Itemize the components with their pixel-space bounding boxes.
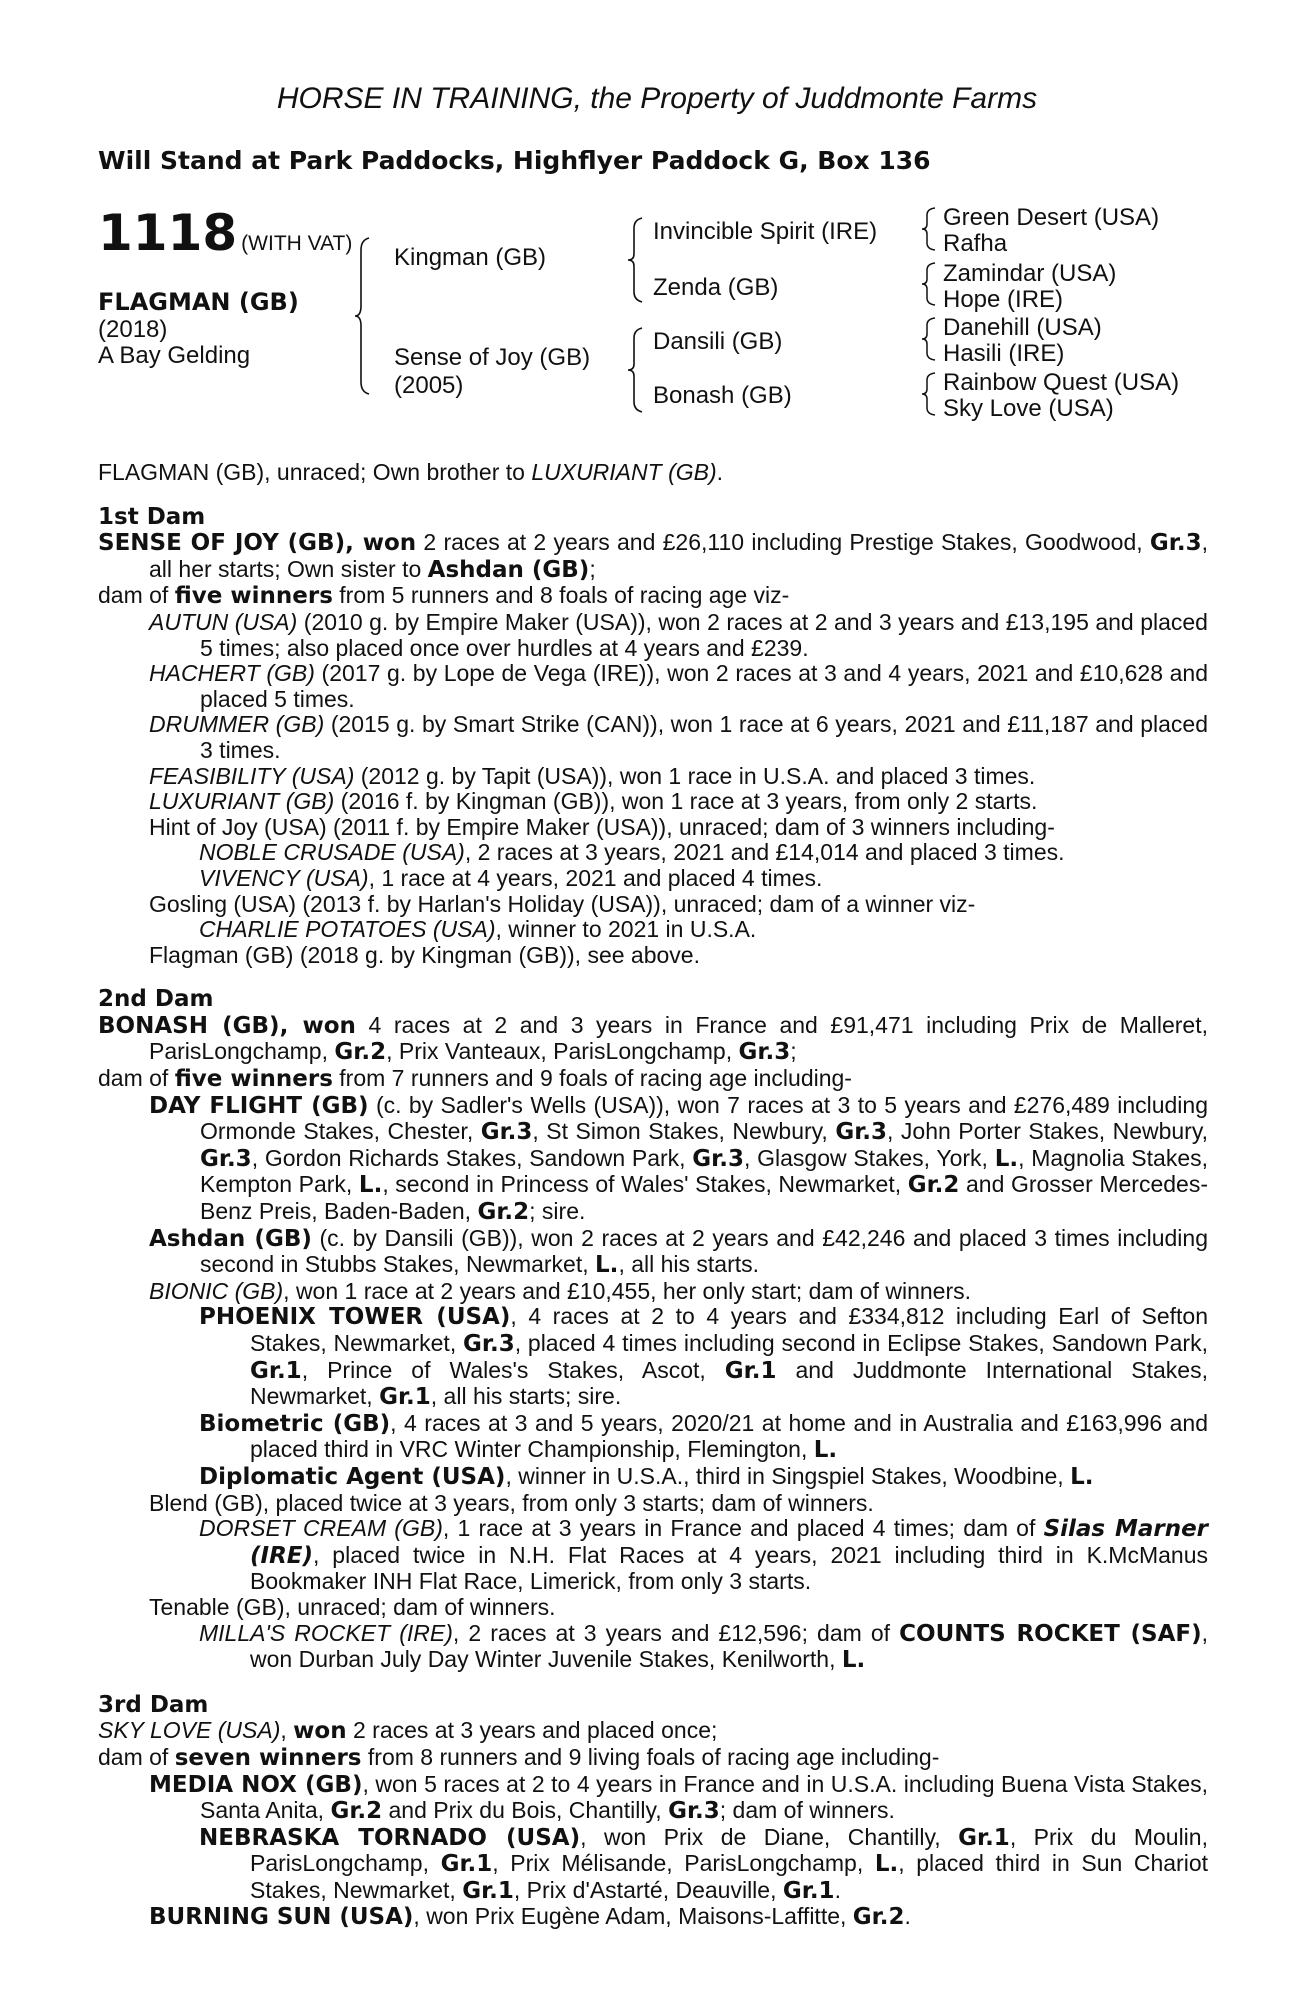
pedigree-dam: Sense of Joy (GB) [394,344,591,371]
produce-entry: Tenable (GB), unraced; dam of winners. [149,1593,556,1620]
third-dam-heading: 3rd Dam [98,1691,209,1718]
produce-entry: MILLA'S ROCKET (IRE), 2 races at 3 years and £12,596; dam of COUNTS ROCKET (SAF), won Durban July Day Winter Juvenile Stakes, Kenilworth, L. [199,1619,1208,1674]
pedigree-dam-sire: Dansili (GB) [653,328,783,355]
pedigree-g3-5: Danehill (USA) [943,314,1102,341]
produce-entry: HACHERT (GB) (2017 g. by Lope de Vega (IRE)), won 2 races at 3 and 4 years, 2021 and £10,628 and placed 5 times. [149,660,1208,712]
lot-number: 1118 [98,204,238,262]
second-dam-produce-summary: dam of five winners from 7 runners and 9 foals of racing age including- [98,1065,852,1093]
produce-entry: Gosling (USA) (2013 f. by Harlan's Holiday (USA)), unraced; dam of a winner viz- [149,890,976,917]
horse-name: FLAGMAN (GB) [98,288,299,316]
pedigree-g3-2: Rafha [943,230,1008,257]
pedigree-bracket [628,326,646,416]
produce-entry: Diplomatic Agent (USA), winner in U.S.A., third in Singspiel Stakes, Woodbine, L. [199,1462,1094,1490]
vat-note: (WITH VAT) [241,232,353,255]
pedigree-g3-4: Hope (IRE) [943,286,1064,313]
pedigree-bracket [922,261,938,307]
pedigree-sire-dam: Zenda (GB) [653,274,779,301]
summary-line: FLAGMAN (GB), unraced; Own brother to LUXURIANT (GB). [98,459,724,485]
produce-entry: FEASIBILITY (USA) (2012 g. by Tapit (USA)), won 1 race in U.S.A. and placed 3 times. [149,762,1036,789]
produce-entry: MEDIA NOX (GB), won 5 races at 2 to 4 years in France and in U.S.A. including Buena Vista Stakes, Santa Anita, Gr.2 and Prix du Bois, Chantilly, Gr.3; dam of winners. [149,1770,1208,1825]
pedigree-dam-year: (2005) [394,372,464,399]
produce-entry: Flagman (GB) (2018 g. by Kingman (GB)), see above. [149,941,700,968]
third-dam-entry: SKY LOVE (USA), won 2 races at 3 years and placed once; [98,1717,718,1745]
pedigree-bracket [922,316,938,362]
produce-entry: CHARLIE POTATOES (USA), winner to 2021 in U.S.A. [199,916,757,943]
first-dam-produce-summary: dam of five winners from 5 runners and 8 foals of racing age viz- [98,582,790,610]
produce-entry: Ashdan (GB) (c. by Dansili (GB)), won 2 races at 2 years and £42,246 and placed 3 times including second in Stubbs Stakes, Newmarket, L., all his starts. [149,1224,1208,1279]
horse-description: A Bay Gelding [98,342,251,369]
pedigree-bracket [922,206,938,252]
pedigree-dam-dam: Bonash (GB) [653,382,792,409]
pedigree-sire-sire: Invincible Spirit (IRE) [653,218,878,245]
produce-entry: Blend (GB), placed twice at 3 years, from only 3 starts; dam of winners. [149,1489,874,1516]
pedigree-bracket [355,236,375,396]
pedigree-g3-1: Green Desert (USA) [943,204,1160,231]
produce-entry: PHOENIX TOWER (USA), 4 races at 2 to 4 years and £334,812 including Earl of Sefton Stakes, Newmarket, Gr.3, placed 4 times including second in Eclipse Stakes, Sandown Park, Gr.1, Prince of Wales's Stakes, Ascot, Gr.1 and Juddmonte International Stakes, Newmarket, Gr.1, all his starts; sire. [199,1303,1208,1411]
third-dam-produce-summary: dam of seven winners from 8 runners and 9 living foals of racing age including- [98,1743,940,1771]
produce-entry: Hint of Joy (USA) (2011 f. by Empire Maker (USA)), unraced; dam of 3 winners including- [149,813,1055,840]
second-dam-entry: BONASH (GB), won 4 races at 2 and 3 years in France and £91,471 including Prix de Malleret, ParisLongchamp, Gr.2, Prix Vanteaux, ParisLongchamp, Gr.3; [98,1011,1208,1066]
page-title: HORSE IN TRAINING, the Property of Juddmonte Farms [276,82,1038,115]
pedigree-g3-3: Zamindar (USA) [943,260,1117,287]
pedigree-g3-7: Rainbow Quest (USA) [943,369,1180,396]
produce-entry: DRUMMER (GB) (2015 g. by Smart Strike (CAN)), won 1 race at 6 years, 2021 and £11,187 and placed 3 times. [149,711,1208,763]
produce-entry: BIONIC (GB), won 1 race at 2 years and £10,455, her only start; dam of winners. [149,1277,971,1304]
produce-entry: DORSET CREAM (GB), 1 race at 3 years in France and placed 4 times; dam of Silas Marner (IRE), placed twice in N.H. Flat Races at 4 years, 2021 including third in K.McManus Bookmaker INH Flat Race, Limerick, from only 3 starts. [199,1515,1209,1595]
produce-entry: DAY FLIGHT (GB) (c. by Sadler's Wells (USA)), won 7 races at 3 to 5 years and £276,489 including Ormonde Stakes, Chester, Gr.3, St Simon Stakes, Newbury, Gr.3, John Porter Stakes, Newbury, Gr.3, Gordon Richards Stakes, Sandown Park, Gr.3, Glasgow Stakes, York, L., Magnolia Stakes, Kempton Park, L., second in Princess of Wales' Stakes, Newmarket, Gr.2 and Grosser Mercedes-Benz Preis, Baden-Baden, Gr.2; sire. [149,1091,1209,1226]
second-dam-heading: 2nd Dam [98,986,214,1013]
produce-entry: AUTUN (USA) (2010 g. by Empire Maker (USA)), won 2 races at 2 and 3 years and £13,195 and placed 5 times; also placed once over hurdles at 4 years and £239. [149,608,1208,661]
first-dam-entry: SENSE OF JOY (GB), won 2 races at 2 years and £26,110 including Prestige Stakes, Goodwood, Gr.3, all her starts; Own sister to Ashdan (GB); [98,529,1208,583]
produce-entry: VIVENCY (USA), 1 race at 4 years, 2021 and placed 4 times. [199,864,823,891]
lot-heading [98,204,352,262]
horse-year: (2018) [98,316,168,343]
stand-location: Will Stand at Park Paddocks, Highflyer Paddock G, Box 136 [98,146,931,175]
pedigree-sire: Kingman (GB) [394,244,547,271]
first-dam-heading: 1st Dam [98,503,206,530]
catalogue-body [98,460,1208,1931]
produce-entry: LUXURIANT (GB) (2016 f. by Kingman (GB)), won 1 race at 3 years, from only 2 starts. [149,788,1038,815]
produce-entry: Biometric (GB), 4 races at 3 and 5 years, 2020/21 at home and in Australia and £163,996 and placed third in VRC Winter Championship, Flemington, L. [199,1409,1209,1464]
pedigree-g3-6: Hasili (IRE) [943,340,1065,367]
pedigree-bracket [628,216,646,306]
produce-entry: NOBLE CRUSADE (USA), 2 races at 3 years, 2021 and £14,014 and placed 3 times. [199,839,1065,866]
produce-entry: NEBRASKA TORNADO (USA), won Prix de Diane, Chantilly, Gr.1, Prix du Moulin, ParisLongchamp, Gr.1, Prix Mélisande, ParisLongchamp, L., placed third in Sun Chariot Stakes, Newmarket, Gr.1, Prix d'Astarté, Deauville, Gr.1. [199,1823,1208,1904]
produce-entry: BURNING SUN (USA), won Prix Eugène Adam, Maisons-Laffitte, Gr.2. [149,1903,911,1931]
pedigree-bracket [922,371,938,417]
pedigree-g3-8: Sky Love (USA) [943,395,1114,422]
